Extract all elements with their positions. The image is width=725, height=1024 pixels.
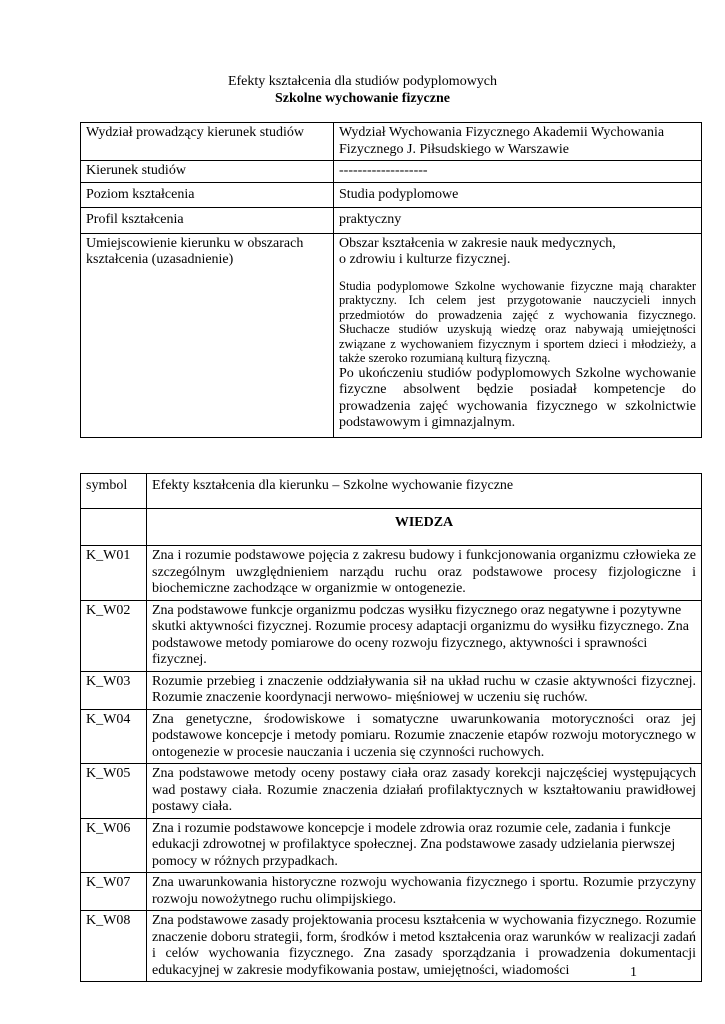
placement-line1: Obszar kształcenia w zakresie nauk medycznych, <box>339 235 616 251</box>
effect-symbol: K_W08 <box>81 911 147 982</box>
info-value: praktyczny <box>334 208 702 234</box>
effect-text: Zna podstawowe metody oceny postawy ciała oraz zasady korekcji najczęściej występujących wad postawy ciała. Rozumie znaczenia działań profilaktycznych w kształtowaniu prawidłowej postawy ciała. <box>147 764 702 819</box>
effect-text: Rozumie przebieg i znaczenie oddziaływania sił na układ ruchu w czasie aktywności fizycznej. Rozumie znaczenie koordynacji nerwowo- mięśniowej w uczeniu się ruchów. <box>147 671 702 709</box>
header-effects: Efekty kształcenia dla kierunku – Szkolne wychowanie fizyczne <box>147 474 702 509</box>
placement-line2: o zdrowiu i kulturze fizycznej. <box>339 252 511 267</box>
info-row <box>81 208 702 234</box>
info-row <box>81 233 702 437</box>
document-title: Efekty kształcenia dla studiów podyplomowych <box>227 74 498 89</box>
effect-text: Zna i rozumie podstawowe koncepcje i modele zdrowia oraz rozumie cele, zadania i funkcje edukacji zdrowotnej w profilaktyce społecznej. Zna podstawowe zasady udzielania pierwszej pomocy w różnych przypadkach. <box>147 818 702 873</box>
section-symbol-empty <box>81 509 147 546</box>
table-row <box>81 709 702 764</box>
info-value <box>334 233 702 437</box>
table-row <box>81 600 702 671</box>
info-label: Umiejscowienie kierunku w obszarach kształcenia (uzasadnienie) <box>81 233 334 437</box>
info-label: Poziom kształcenia <box>81 182 334 208</box>
document-subtitle: Szkolne wychowanie fizyczne <box>275 91 450 106</box>
effect-text: Zna i rozumie podstawowe pojęcia z zakresu budowy i funkcjonowania organizmu człowieka ze szczególnym uwzględnieniem narządu ruchu oraz podstawowe procesy fizjologiczne i biochemiczne zachodzące w organizmie w ontogenezie. <box>147 546 702 601</box>
info-table <box>80 122 702 438</box>
effect-text: Zna genetyczne, środowiskowe i somatyczne uwarunkowania motoryczności oraz jej podstawowe koncepcje i metody pomiaru. Rozumie znaczenie etapów rozwoju motorycznego w ontogenezie w procesie nauczania i uczenia się czynności ruchowych. <box>147 709 702 764</box>
info-label: Wydział prowadzący kierunek studiów <box>81 123 334 161</box>
table-row <box>81 911 702 982</box>
table-row <box>81 818 702 873</box>
effects-header-row <box>81 474 702 509</box>
effects-table <box>80 473 702 982</box>
effect-symbol: K_W01 <box>81 546 147 601</box>
effect-symbol: K_W03 <box>81 671 147 709</box>
info-value: Studia podyplomowe <box>334 182 702 208</box>
info-label: Kierunek studiów <box>81 161 334 183</box>
effect-symbol: K_W04 <box>81 709 147 764</box>
info-row <box>81 123 702 161</box>
effect-symbol: K_W07 <box>81 873 147 911</box>
table-row <box>81 671 702 709</box>
info-value: ------------------- <box>334 161 702 183</box>
info-label: Profil kształcenia <box>81 208 334 234</box>
table-row <box>81 873 702 911</box>
section-title: WIEDZA <box>147 509 702 546</box>
section-row <box>81 509 702 546</box>
effect-symbol: K_W02 <box>81 600 147 671</box>
info-row <box>81 182 702 208</box>
page-number: 1 <box>630 965 637 980</box>
effect-text: Zna uwarunkowania historyczne rozwoju wychowania fizycznego i sportu. Rozumie przyczyny rozwoju nowożytnego ruchu olimpijskiego. <box>147 873 702 911</box>
effect-symbol: K_W05 <box>81 764 147 819</box>
placement-description: Studia podyplomowe Szkolne wychowanie fizyczne mają charakter praktyczny. Ich celem jest przygotowanie nauczycieli innych przedmiotów do prowadzenia zajęć z wychowania fizycznego. Słuchacze studiów uzyskują wiedzę oraz nabywają umiejętności związane z wychowaniem fizycznym i sportem dzieci i młodzieży, a także szeroko rozumianą kulturą fizyczną. <box>339 278 696 365</box>
effect-text: Zna podstawowe funkcje organizmu podczas wysiłku fizycznego oraz negatywne i pozytywne skutki aktywności fizycznej. Rozumie procesy adaptacji organizmu do wysiłku fizycznego. Zna podstawowe metody pomiarowe do oceny rozwoju fizycznego, aktywności i sprawności fizycznej. <box>147 600 702 671</box>
placement-outcome: Po ukończeniu studiów podyplomowych Szkolne wychowanie fizyczne absolwent będzie posiadał kompetencje do prowadzenia zajęć wychowania fizycznego w szkolnictwie podstawowym i gimnazjalnym. <box>339 365 696 430</box>
effect-symbol: K_W06 <box>81 818 147 873</box>
info-value: Wydział Wychowania Fizycznego Akademii Wychowania Fizycznego J. Piłsudskiego w Warszawie <box>334 123 702 161</box>
effect-text: Zna podstawowe zasady projektowania procesu kształcenia w wychowania fizycznego. Rozumie znaczenie doboru strategii, form, środków i metod kształcenia oraz warunków w realizacji zadań i celów wychowania fizycznego. Zna zasady sporządzania i prowadzenia dokumentacji edukacyjnej w zakresie modyfikowania postaw, umiejętności, wiadomości <box>147 911 702 982</box>
table-row <box>81 764 702 819</box>
table-row <box>81 546 702 601</box>
info-row <box>81 161 702 183</box>
header-symbol: symbol <box>81 474 147 509</box>
